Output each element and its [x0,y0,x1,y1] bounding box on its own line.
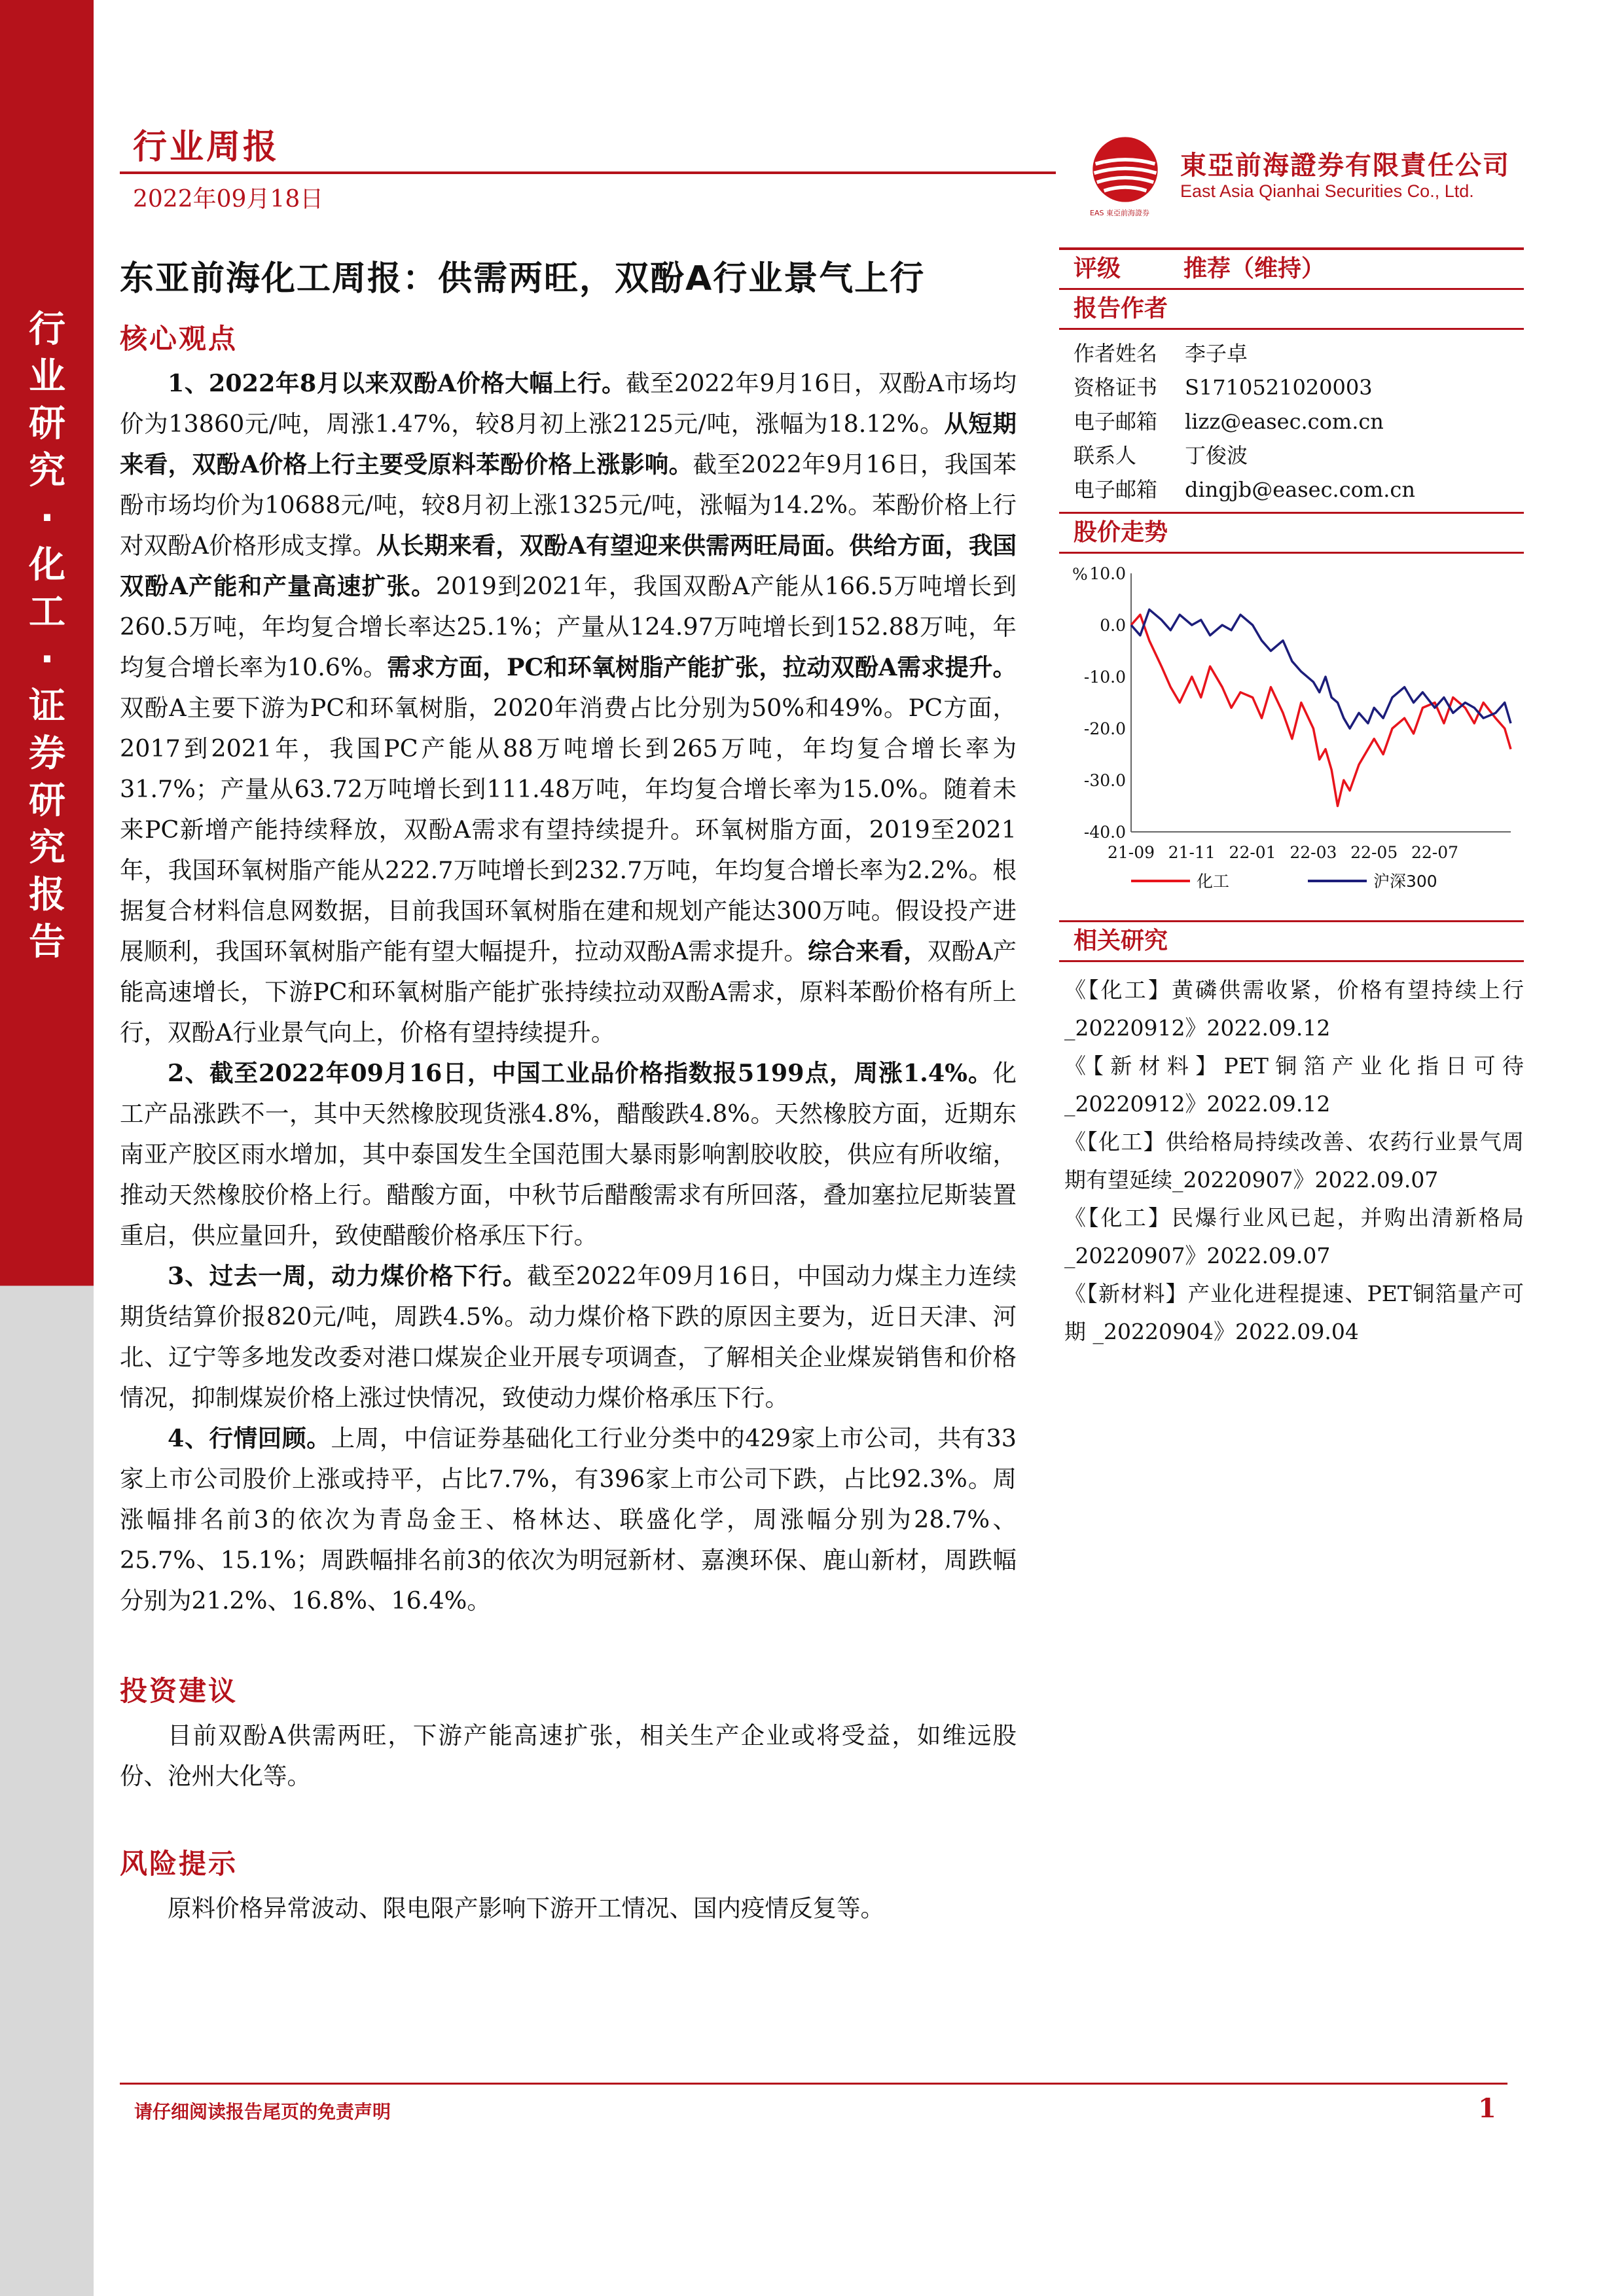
author-row [1074,439,1524,473]
text-run: 截至2022年09月16日，中国动力煤主力连续期货结算价报820元/吨，周跌4.5%。动力煤价格下跌的原因主要为，近日天津、河北、辽宁等多地发改委对港口煤炭企业开展专项调查，了解相关企业煤炭销售和价格情况，抑制煤炭价格上涨过快情况，致使动力煤价格承压下行。 [120,1262,1017,1412]
core-para-2 [120,1053,1017,1256]
y-tick-label: -10.0 [1083,668,1126,687]
bold-run: 需求方面，PC和环氧树脂产能扩张，拉动双酚A需求提升。 [387,653,1017,681]
risk-heading: 风险提示 [120,1848,238,1880]
author-row [1074,473,1524,507]
x-tick-label: 22-01 [1229,843,1276,862]
bold-run: 从长期来看，双酚A有望迎来供需两旺局面。供给方面，我国双酚A产能和产量高速扩张。 [120,531,1017,600]
invest-heading: 投资建议 [120,1675,238,1707]
report-type: 行业周报 [133,128,280,167]
author-row [1074,404,1524,439]
rating-value: 推荐（维持） [1183,255,1326,282]
legend-label-0: 化工 [1197,872,1230,891]
rating-label: 评级 [1074,255,1121,282]
text-run: 截至2022年9月16日，我国苯酚市场均价为10688元/吨，较8月初上涨1325元/吨，涨幅为14.2%。苯酚价格上行对双酚A价格形成支撑。 [120,450,1017,560]
core-heading: 核心观点 [120,323,238,355]
stock-chart [1059,554,1524,920]
y-tick-label: 0.0 [1100,616,1126,635]
bold-run: 3、过去一周，动力煤价格下行。 [168,1262,528,1290]
bold-run: 从短期来看，双酚A价格上行主要受原料苯酚价格上涨影响。 [120,410,1017,478]
chart-heading: 股价走势 [1059,512,1524,554]
core-para-4 [120,1418,1017,1621]
related-item[interactable]: 《【新材料】产业化进程提速、PET铜箔量产可期 _20220904》2022.09.04 [1064,1281,1524,1344]
text-run: 双酚A产能高速增长，下游PC和环氧树脂产能扩张持续拉动双酚A需求，原料苯酚价格有所上行，双酚A行业景气向上，价格有望持续提升。 [120,937,1017,1047]
text-run: 双酚A主要下游为PC和环氧树脂，2020年消费占比分别为50%和49%。PC方面，2017到2021年，我国PC产能从88万吨增长到265万吨，年均复合增长率为31.7%；产量从63.72万吨增长到111.48万吨，年均复合增长率为15.0%。随着未来PC新增产能持续释放，双酚A需求有望持续提升。环氧树脂方面，2019至2021年，我国环氧树脂产能从222.7万吨增长到232.7万吨，年均复合增长率为2.2%。根据复合材料信息网数据，目前我国环氧树脂在建和规划产能达300万吨。假设投产进展顺利，我国环氧树脂产能有望大幅提升，拉动双酚A需求提升。 [120,694,1017,965]
x-tick-label: 22-03 [1290,843,1337,862]
author-value: lizz@easec.com.cn [1185,409,1384,434]
related-list [1059,962,1524,1351]
y-tick-label: -20.0 [1083,719,1126,738]
related-item[interactable]: 《【化工】民爆行业风已起，并购出清新格局_20220907》2022.09.07 [1064,1205,1524,1268]
bold-run: 2、截至2022年09月16日，中国工业品价格指数报5199点，周涨1.4%。 [168,1059,993,1087]
author-row [1074,336,1524,370]
author-key: 联系人 [1074,443,1137,468]
right-column [1059,247,1524,1351]
stock-chart-svg [1059,554,1524,920]
footer-disclaimer: 请仔细阅读报告尾页的免责声明 [134,2101,391,2123]
related-item[interactable]: 《【化工】供给格局持续改善、农药行业景气周期有望延续_20220907》2022.09.07 [1064,1129,1524,1193]
authors-heading: 报告作者 [1059,290,1524,330]
y-tick-label: -40.0 [1083,823,1126,842]
sidebar-label: 行业研究·化工·证券研究报告 [29,308,65,963]
author-value: dingjb@easec.com.cn [1185,477,1415,502]
legend-label-1: 沪深300 [1373,872,1437,891]
sidebar-band [0,0,94,2296]
author-row [1074,370,1524,404]
author-table [1059,330,1524,512]
series-line-1 [1131,609,1511,728]
author-value: 李子卓 [1185,341,1248,366]
main-column [120,252,1017,1929]
bold-run: 4、行情回顾。 [168,1424,331,1452]
x-tick-label: 22-05 [1350,843,1398,862]
related-heading: 相关研究 [1059,922,1524,962]
report-date: 2022年09月18日 [133,186,324,213]
risk-text: 原料价格异常波动、限电限产影响下游开工情况、国内疫情反复等。 [168,1894,884,1922]
author-key: 作者姓名 [1074,341,1158,366]
x-tick-label: 21-09 [1107,843,1155,862]
related-item[interactable]: 《【新材料】PET铜箔产业化指日可待_20220912》2022.09.12 [1064,1053,1524,1117]
author-value: 丁俊波 [1185,443,1248,468]
author-key: 电子邮箱 [1074,409,1158,434]
core-para-1 [120,363,1017,1053]
author-key: 资格证书 [1074,375,1158,400]
logo-mark-icon [1090,134,1161,205]
core-para-3 [120,1256,1017,1418]
report-title: 东亚前海化工周报：供需两旺，双酚A行业景气上行 [120,259,926,298]
invest-text: 目前双酚A供需两旺，下游产能高速扩张，相关生产企业或将受益，如维远股份、沧州大化等。 [120,1721,1017,1790]
logo-name-cn: 東亞前海證券有限責任公司 [1180,151,1510,181]
y-axis-label: % [1072,565,1088,584]
x-tick-label: 21-11 [1168,843,1216,862]
company-logo [1090,134,1515,219]
bold-run: 综合来看， [807,937,928,965]
author-value: S1710521020003 [1185,375,1373,400]
author-key: 电子邮箱 [1074,477,1158,502]
bold-run: 1、2022年8月以来双酚A价格大幅上行。 [168,369,626,397]
text-run: 化工产品涨跌不一，其中天然橡胶现货涨4.8%，醋酸跌4.8%。天然橡胶方面，近期东南亚产胶区雨水增加，其中泰国发生全国范围大暴雨影响割胶收胶，供应有所收缩，推动天然橡胶价格上行。醋酸方面，中秋节后醋酸需求有所回落，叠加塞拉尼斯装置重启，供应量回升，致使醋酸价格承压下行。 [120,1059,1017,1249]
page-number: 1 [1478,2093,1496,2124]
logo-subtext: EAS 東亞前海證券 [1090,209,1149,217]
y-tick-label: 10.0 [1089,564,1126,583]
x-tick-label: 22-07 [1411,843,1459,862]
related-item[interactable]: 《【化工】黄磷供需收紧，价格有望持续上行_20220912》2022.09.12 [1064,977,1524,1041]
logo-name-en: East Asia Qianhai Securities Co., Ltd. [1180,181,1474,201]
header-rule [120,171,1056,174]
footer-rule [120,2083,1507,2085]
rating-row [1059,250,1524,290]
text-run: 上周，中信证券基础化工行业分类中的429家上市公司，共有33家上市公司股价上涨或持平，占比7.7%，有396家上市公司下跌，占比92.3%。周涨幅排名前3的依次为青岛金王、格林达、联盛化学，周涨幅分别为28.7%、25.7%、15.1%；周跌幅排名前3的依次为明冠新材、嘉澳环保、鹿山新材，周跌幅分别为21.2%、16.8%、16.4%。 [120,1424,1017,1615]
text-run: 截至2022年9月16日，双酚A市场均价为13860元/吨，周涨1.47%，较8月初上涨2125元/吨，涨幅为18.12%。 [120,369,1017,438]
text-run: 2019到2021年，我国双酚A产能从166.5万吨增长到260.5万吨，年均复合增长率达25.1%；产量从124.97万吨增长到152.88万吨，年均复合增长率为10.6%。 [120,572,1017,681]
y-tick-label: -30.0 [1083,771,1126,790]
series-line-0 [1131,615,1511,806]
